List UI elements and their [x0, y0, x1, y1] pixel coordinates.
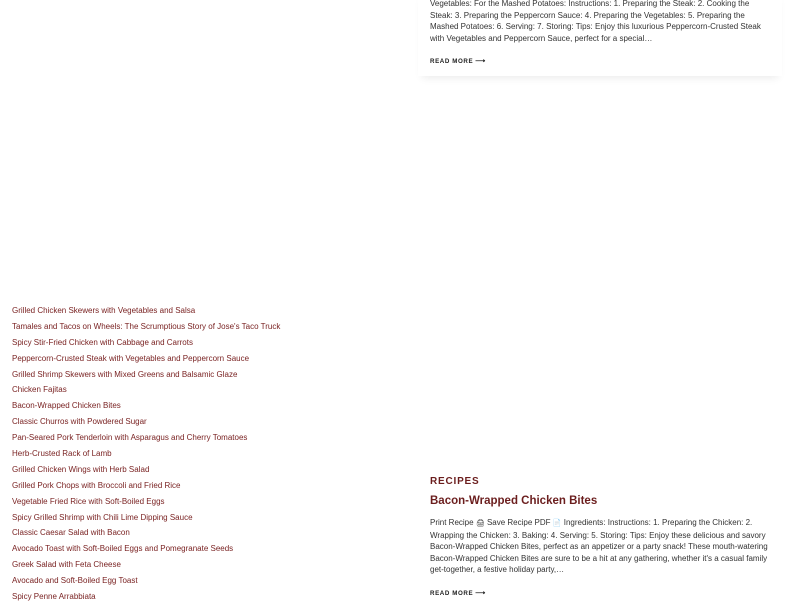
sidebar-post-item [12, 352, 312, 368]
sidebar-post-link[interactable]: Avocado Toast with Soft-Boiled Eggs and Pomegranate Seeds [12, 544, 234, 554]
read-more-link[interactable] [430, 589, 486, 597]
recent-posts-list [12, 304, 312, 606]
sidebar-post-link[interactable]: Pan-Seared Pork Tenderloin with Asparagus and Cherry Tomatoes [12, 433, 248, 443]
sidebar-post-item [12, 463, 312, 479]
read-more-label: READ MORE [430, 589, 474, 597]
sidebar-post-link[interactable]: Avocado and Soft-Boiled Egg Toast [12, 576, 138, 586]
sidebar-post-link[interactable]: Classic Churros with Powdered Sugar [12, 417, 147, 427]
sidebar-post-link[interactable]: Grilled Pork Chops with Broccoli and Fried Rice [12, 480, 181, 490]
sidebar-post-item [12, 304, 312, 320]
sidebar-post-link[interactable]: Grilled Shrimp Skewers with Mixed Greens and Balsamic Glaze [12, 369, 238, 379]
sidebar-post-link[interactable]: Peppercorn-Crusted Steak with Vegetables and Peppercorn Sauce [12, 353, 250, 363]
sidebar-post-item [12, 320, 312, 336]
sidebar-post-item [12, 574, 312, 590]
sidebar-post-item [12, 368, 312, 384]
sidebar-post-item [12, 558, 312, 574]
sidebar-post-item [12, 447, 312, 463]
sidebar-post-item [12, 479, 312, 495]
sidebar-post-link[interactable]: Herb-Crusted Rack of Lamb [12, 449, 112, 459]
read-more-link[interactable] [430, 57, 486, 65]
post-title[interactable]: Bacon-Wrapped Chicken Bites [430, 495, 598, 507]
sidebar-post-item [12, 431, 312, 447]
sidebar-post-item [12, 526, 312, 542]
sidebar-post-link[interactable]: Grilled Chicken Wings with Herb Salad [12, 464, 150, 474]
sidebar-post-item [12, 542, 312, 558]
sidebar-post-item [12, 511, 312, 527]
sidebar-post-link[interactable]: Tamales and Tacos on Wheels: The Scrumptious Story of Jose's Taco Truck [12, 321, 281, 331]
sidebar-post-link[interactable]: Spicy Grilled Shrimp with Chili Lime Dipping Sauce [12, 512, 193, 522]
sidebar-post-item [12, 399, 312, 415]
long-arrow-right-icon: ⟶ [475, 589, 486, 597]
sidebar-post-link[interactable]: Classic Caesar Salad with Bacon [12, 528, 130, 538]
pdf-icon: 📄 [552, 520, 562, 527]
sidebar-post-link[interactable]: Greek Salad with Feta Cheese [12, 560, 121, 570]
sidebar-post-link[interactable]: Chicken Fajitas [12, 385, 67, 395]
print-icon: 🖨 [475, 520, 485, 527]
article-card-top [418, 0, 782, 76]
read-more-label: READ MORE [430, 58, 474, 66]
sidebar-post-item [12, 495, 312, 511]
article-excerpt [430, 517, 770, 576]
excerpt-text: Ingredients: Instructions: 1. Preparing the Chicken: 2. Wrapping the Chicken: 3. Baking: 4. Serving: 5. Storing: Tips: Enjoy these delicious and savory Bacon-Wrapped Chicken Bites, perfect as an appetizer or a party snack! These mouth-watering Bacon-Wrapped Chicken Bites are sure to be a hit at any gathering, whether it's a casual family get-together, a festive holiday party,… [430, 518, 768, 575]
post-category[interactable]: RECIPES [430, 476, 480, 487]
sidebar-post-item [12, 383, 312, 399]
sidebar-post-link[interactable]: Vegetable Fried Rice with Soft-Boiled Eggs [12, 496, 165, 506]
article-excerpt: Vegetables: For the Mashed Potatoes: Instructions: 1. Preparing the Steak: 2. Cooking the Steak: 3. Preparing the Peppercorn Sauce: 4. Preparing the Vegetables: 5. Preparing the Mashed Potatoes: 6. Serving: 7. Storing: Tips: Enjoy this luxurious Peppercorn-Crusted Steak with Vegetables and Peppercorn Sauce, perfect for a special… [430, 0, 761, 43]
sidebar-post-link[interactable]: Grilled Chicken Skewers with Vegetables and Salsa [12, 306, 196, 315]
sidebar-post-item [12, 336, 312, 352]
sidebar-post-link[interactable]: Spicy Stir-Fried Chicken with Cabbage and Carrots [12, 337, 193, 347]
sidebar-post-link[interactable]: Bacon-Wrapped Chicken Bites [12, 401, 121, 411]
sidebar-post-item [12, 415, 312, 431]
print-recipe-link[interactable]: Print Recipe [430, 518, 474, 527]
save-pdf-link[interactable]: Save Recipe PDF [486, 518, 551, 527]
sidebar-post-link[interactable]: Spicy Penne Arrabbiata [12, 592, 96, 602]
long-arrow-right-icon: ⟶ [475, 58, 486, 66]
sidebar-post-item [12, 590, 312, 606]
article-card-bottom [418, 470, 782, 600]
